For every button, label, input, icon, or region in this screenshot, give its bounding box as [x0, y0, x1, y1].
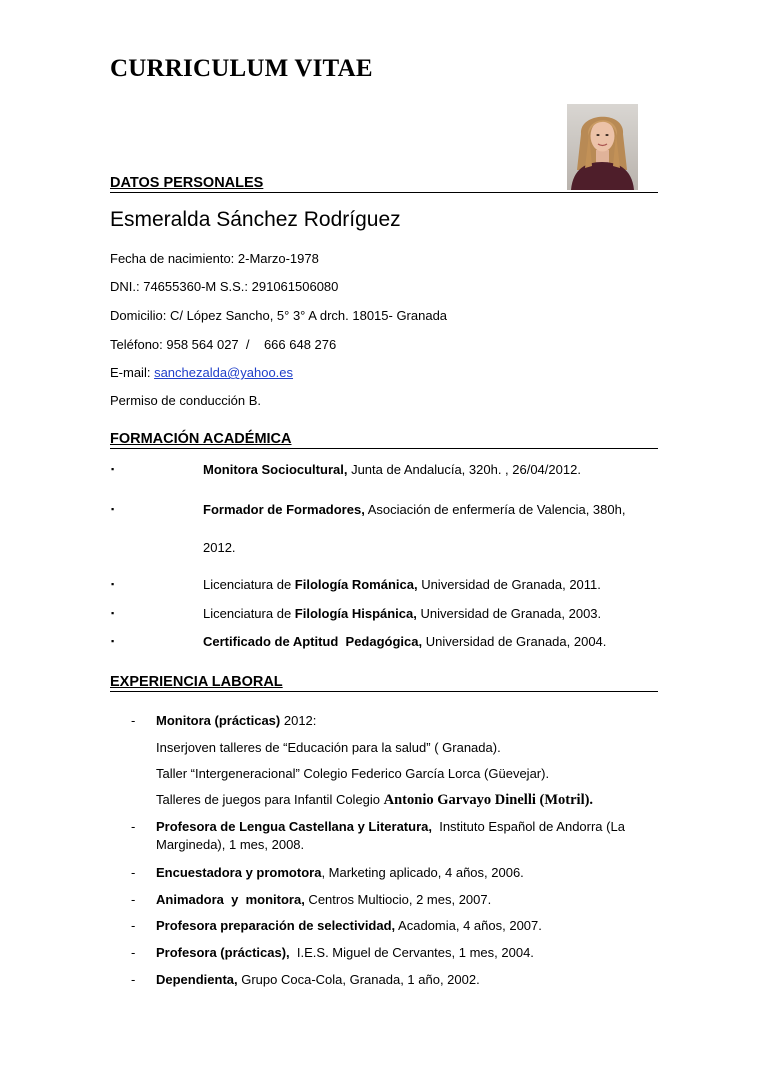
phone: Teléfono: 958 564 027 / 666 648 276 [110, 337, 337, 352]
experience-item-detail: Centros Multiocio, 2 mes, 2007. [304, 892, 492, 907]
education-item [203, 462, 581, 477]
experience-subitem: Taller “Intergeneracional” Colegio Federico García Lorca (Güevejar). [156, 766, 550, 781]
email-label: E-mail: [110, 365, 155, 380]
section-experience-title: EXPERIENCIA LABORAL [110, 674, 283, 690]
experience-item-title: Profesora de Lengua Castellana y Literatura, [156, 819, 432, 834]
experience-item-detail: I.E.S. Miguel de Cervantes, 1 mes, 2004. [289, 945, 534, 960]
address: Domicilio: C/ López Sancho, 5° 3° A drch. 18015- Granada [110, 308, 448, 323]
experience-subitem-prefix: Talleres de juegos para Infantil Colegio [156, 792, 384, 807]
dash-marker: - [131, 918, 136, 933]
education-item [203, 502, 625, 517]
experience-subitem-school: Antonio Garvayo Dinelli (Motril). [383, 792, 594, 808]
email-link[interactable]: sanchezalda@yahoo.es [154, 365, 294, 380]
section-experience-header [110, 674, 658, 692]
dash-marker: - [131, 865, 136, 880]
dash-marker: - [131, 972, 136, 987]
education-item-title: Formador de Formadores, [203, 502, 365, 517]
experience-item [156, 918, 542, 933]
full-name: Esmeralda Sánchez Rodríguez [110, 208, 401, 231]
bullet-icon: ▪ [111, 464, 115, 474]
experience-item-title: Animadora y monitora, [156, 892, 305, 907]
education-item-detail: Universidad de Granada, 2003. [416, 606, 602, 621]
document-title: CURRICULUM VITAE [110, 55, 373, 82]
experience-item [156, 892, 491, 907]
experience-item [156, 819, 625, 834]
experience-item-title: Profesora preparación de selectividad, [156, 918, 396, 933]
experience-item-title: Profesora (prácticas), [156, 945, 290, 960]
dash-marker: - [131, 713, 136, 728]
education-item [203, 634, 606, 649]
education-item-title: Filología Hispánica, [294, 606, 417, 621]
bullet-icon: ▪ [111, 504, 115, 514]
experience-item [156, 865, 524, 880]
education-item-prefix: Licenciatura de [203, 606, 295, 621]
education-item [203, 577, 601, 592]
dash-marker: - [131, 945, 136, 960]
experience-item-detail: 2012: [280, 713, 317, 728]
experience-item [156, 945, 534, 960]
experience-item-detail: Acadomia, 4 años, 2007. [395, 918, 542, 933]
driving-license: Permiso de conducción B. [110, 393, 262, 408]
dash-marker: - [131, 819, 136, 834]
birth-date: Fecha de nacimiento: 2-Marzo-1978 [110, 251, 319, 266]
email-line [110, 365, 293, 380]
experience-item-title: Encuestadora y promotora [156, 865, 322, 880]
bullet-icon: ▪ [111, 579, 115, 589]
id-numbers: DNI.: 74655360-M S.S.: 291061506080 [110, 279, 339, 294]
section-education-title: FORMACIÓN ACADÉMICA [110, 431, 292, 447]
experience-item [156, 972, 480, 987]
bullet-icon: ▪ [111, 636, 115, 646]
experience-subitem: Inserjoven talleres de “Educación para la salud” ( Granada). [156, 740, 501, 755]
experience-item-detail: , Marketing aplicado, 4 años, 2006. [321, 865, 524, 880]
experience-item-title: Dependienta, [156, 972, 238, 987]
education-item-title: Filología Románica, [294, 577, 418, 592]
experience-item-continuation: Margineda), 1 mes, 2008. [156, 837, 305, 852]
section-personal-header [110, 175, 658, 193]
education-item-detail: Universidad de Granada, 2011. [417, 577, 601, 592]
education-item-title: Monitora Sociocultural, [203, 462, 348, 477]
experience-item-detail: Grupo Coca-Cola, Granada, 1 año, 2002. [237, 972, 480, 987]
section-personal-title: DATOS PERSONALES [110, 175, 264, 191]
education-item-title: Certificado de Aptitud Pedagógica, [203, 634, 423, 649]
experience-item [156, 713, 316, 728]
bullet-icon: ▪ [111, 608, 115, 618]
experience-item-detail: Instituto Español de Andorra (La [431, 819, 625, 834]
dash-marker: - [131, 892, 136, 907]
education-item-detail: Asociación de enfermería de Valencia, 380h, [364, 502, 626, 517]
education-item-detail: Universidad de Granada, 2004. [422, 634, 607, 649]
experience-item-title: Monitora (prácticas) [156, 713, 281, 728]
education-item-prefix: Licenciatura de [203, 577, 295, 592]
education-item-detail: Junta de Andalucía, 320h. , 26/04/2012. [347, 462, 581, 477]
experience-subitem [156, 792, 593, 809]
section-education-header [110, 431, 658, 449]
education-item-continuation: 2012. [203, 540, 236, 555]
education-item [203, 606, 601, 621]
